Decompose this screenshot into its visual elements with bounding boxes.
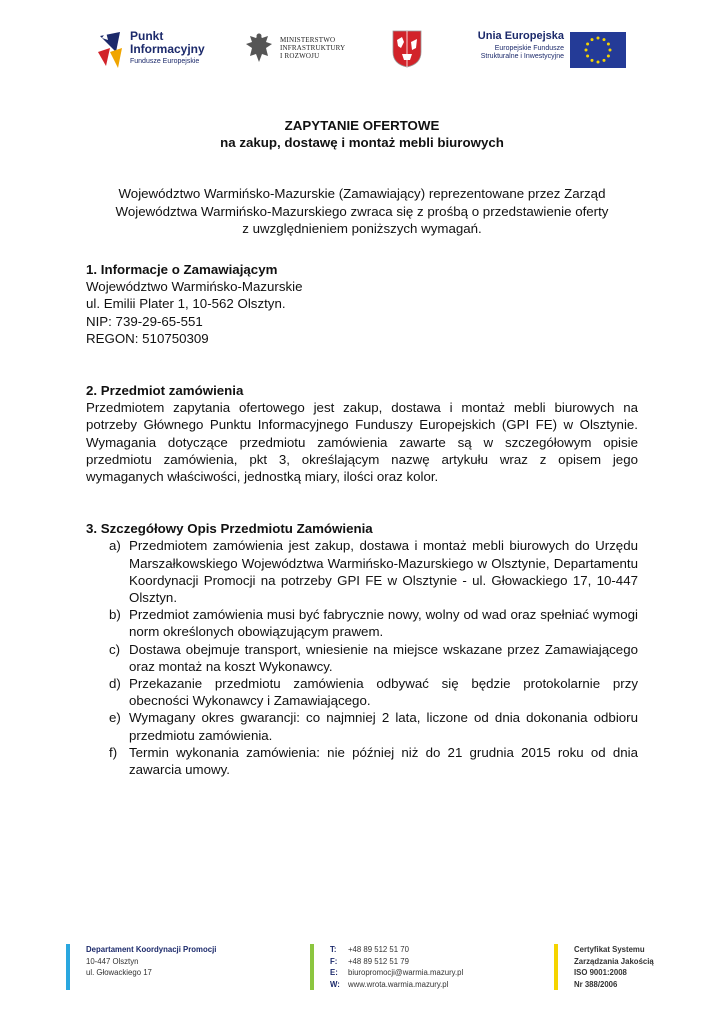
certificate-line2: Zarządzania Jakością [574, 956, 654, 966]
punkt-informacyjny-emblem-icon [96, 28, 126, 72]
eu-logo [472, 28, 626, 72]
ministry-name [280, 36, 345, 60]
section1-heading: 1. Informacje o Zamawiającym [86, 262, 278, 278]
footer-website-value[interactable]: www.wrota.warmia.mazury.pl [348, 979, 449, 989]
footer-phone-value: +48 89 512 51 70 [348, 945, 409, 954]
section-detailed-description [86, 520, 638, 778]
certificate-line4: Nr 388/2006 [574, 979, 618, 989]
footer-phone [330, 944, 463, 956]
ministry-logo [244, 30, 364, 70]
list-item-label: b) [109, 607, 121, 623]
client-regon: REGON: 510750309 [86, 330, 209, 346]
client-name: Województwo Warmińsko-Mazurskie [86, 279, 303, 295]
footer-website [330, 979, 463, 991]
eu-subtitle-line2: Strukturalne i Inwestycyjne [480, 53, 564, 60]
intro-line: Województwa Warmińsko-Mazurskiego zwraca się z prośbą o przedstawienie oferty [115, 203, 609, 219]
document-title [86, 117, 638, 151]
footer-email-key: E: [330, 968, 338, 978]
list-item-text: Przedmiot zamówienia musi być fabrycznie nowy, wolny od wad oraz spełniać wymogi norm określonych obowiązującym prawem. [129, 607, 638, 640]
client-address: ul. Emilii Plater 1, 10-562 Olsztyn. [86, 296, 286, 312]
section3-heading: 3. Szczegółowy Opis Przedmiotu Zamówienia [86, 521, 373, 537]
polish-eagle-icon [244, 30, 274, 68]
footer-bar-green [310, 944, 314, 990]
list-item-label: c) [109, 641, 121, 657]
list-item-text: Termin wykonania zamówienia: nie później niż do 21 grudnia 2015 roku od dnia zawarcia umowy. [129, 744, 638, 778]
list-item [86, 675, 638, 709]
page-footer [66, 942, 666, 992]
section2-heading: 2. Przedmiot zamówienia [86, 383, 244, 399]
page-header [96, 26, 626, 74]
footer-department-name: Departament Koordynacji Promocji [86, 945, 217, 954]
footer-certificate [574, 944, 654, 990]
list-item-text: Przedmiotem zamówienia jest zakup, dostawa i montaż mebli biurowych do Urzędu Marszałkowskiego Województwa Warmińsko-Mazurskiego w Olsztynie, Departamentu Koordynacji Promocji na potrzeby GPI FE w Olsztynie - ul. Głowackiego 17, 10-447 Olsztyn. [129, 538, 638, 606]
footer-department [86, 944, 216, 979]
list-item-text: Dostawa obejmuje transport, wniesienie na miejsce wskazane przez Zamawiającego oraz montaż na koszt Wykonawcy. [129, 641, 638, 674]
list-item-text: Wymagany okres gwarancji: co najmniej 2 lata, liczone od dnia dokonania odbioru przedmiotu zamówienia. [129, 710, 638, 743]
ministry-line: MINISTERSTWO [280, 36, 336, 44]
certificate-line3: ISO 9001:2008 [574, 968, 627, 978]
list-item [86, 641, 638, 675]
list-item [86, 537, 638, 606]
footer-email [330, 967, 463, 979]
footer-contact [330, 944, 463, 990]
footer-email-value[interactable]: biuropromocji@warmia.mazury.pl [348, 968, 464, 978]
client-nip: NIP: 739-29-65-551 [86, 313, 203, 329]
footer-street: ul. Głowackiego 17 [86, 968, 152, 978]
title-line1: ZAPYTANIE OFERTOWE [284, 118, 440, 133]
eu-subtitle-line1: Europejskie Fundusze [494, 45, 564, 52]
list-item-label: f) [109, 744, 118, 760]
logo-pi-line3: Fundusze Europejskie [130, 58, 200, 65]
intro-line: Województwo Warmińsko-Mazurskie (Zamawiający) reprezentowane przez Zarząd [118, 186, 606, 202]
footer-bar-yellow [554, 944, 558, 990]
list-item [86, 709, 638, 743]
footer-fax [330, 956, 463, 968]
intro-line: z uwzględnieniem poniższych wymagań. [242, 220, 482, 236]
footer-bar-blue [66, 944, 70, 990]
footer-website-key: W: [330, 979, 340, 989]
requirements-list [86, 537, 638, 778]
punkt-informacyjny-logo [96, 28, 216, 72]
list-item [86, 744, 638, 778]
footer-fax-key: F: [330, 956, 338, 966]
section2-text: Przedmiotem zapytania ofertowego jest zakup, dostawa i montaż mebli biurowych na potrzeby Głównego Punktu Informacyjnego Funduszy Europejskich (GPI FE) w Olsztynie. Wymagania dotyczące przedmiotu zamówienia zawarte są w szczegółowym opisie przedmiotu zamówienia, pkt 3, określającym nazwę artykułu wraz z opisem jego wymaganych właściwości, jednostką miary, ilości oraz kolor. [86, 400, 638, 485]
footer-fax-value: +48 89 512 51 79 [348, 956, 409, 966]
list-item [86, 606, 638, 640]
ministry-line: I ROZWOJU [280, 52, 320, 60]
coat-of-arms-icon [392, 30, 422, 68]
intro-paragraph [86, 185, 638, 237]
logo-pi-line1: Punkt [130, 29, 164, 43]
voivodeship-coat-of-arms [392, 30, 422, 68]
list-item-label: a) [109, 538, 121, 554]
section-client-info [86, 261, 638, 347]
title-line2: na zakup, dostawę i montaż mebli biurowych [220, 135, 504, 151]
footer-phone-key: T: [330, 945, 337, 954]
list-item-text: Przekazanie przedmiotu zamówienia odbywać się będzie protokolarnie przy obecności Wykonawcy i Zamawiającego. [129, 676, 638, 709]
eu-title: Unia Europejska [477, 30, 564, 42]
list-item-label: e) [109, 710, 121, 726]
ministry-line: INFRASTRUKTURY [280, 44, 346, 52]
certificate-line1: Certyfikat Systemu [574, 945, 645, 954]
section-order-subject [86, 382, 638, 485]
footer-postal: 10-447 Olsztyn [86, 956, 139, 966]
list-item-label: d) [109, 676, 121, 692]
logo-pi-line2: Informacyjny [130, 42, 205, 56]
document-body [86, 117, 638, 778]
eu-flag-icon [570, 32, 626, 68]
